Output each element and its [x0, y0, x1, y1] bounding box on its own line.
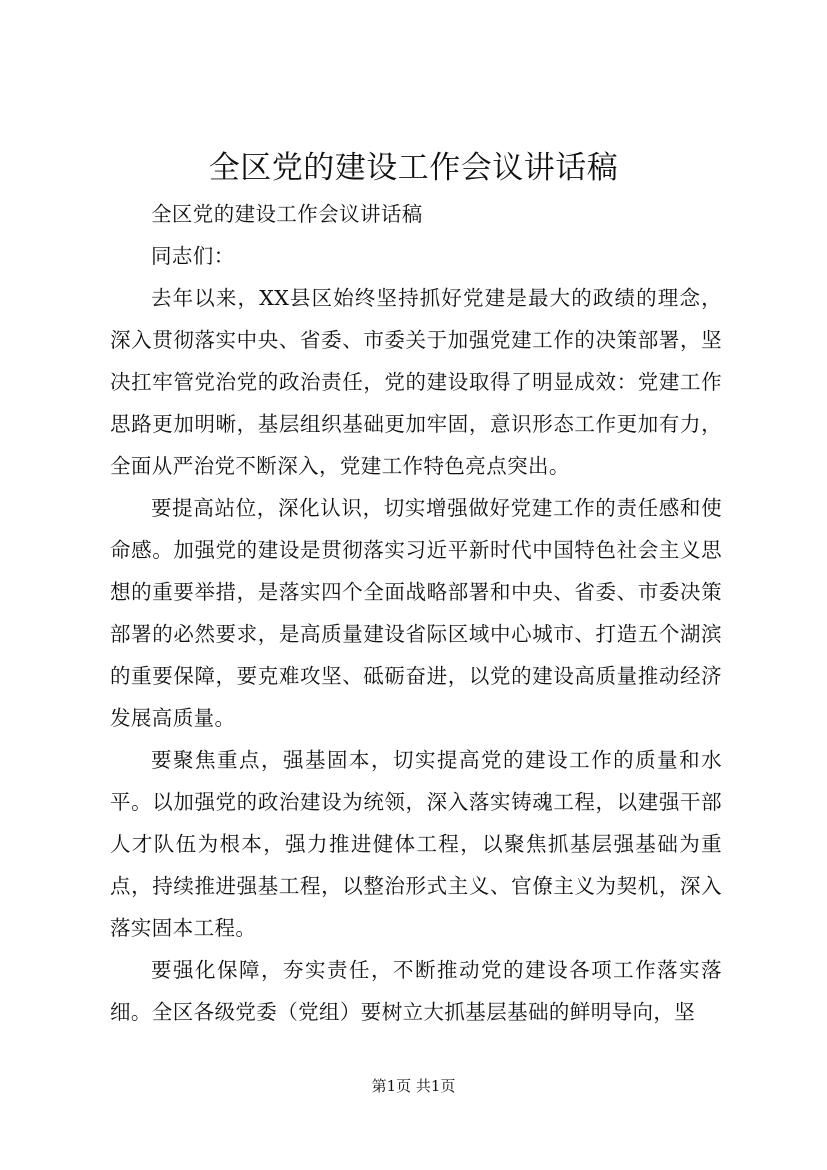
- paragraph: 要聚焦重点，强基固本，切实提高党的建设工作的质量和水平。以加强党的政治建设为统领，深入落实铸魂工程，以建强干部人才队伍为根本，强力推进健体工程，以聚焦抓基层强基础为重点，持续推进强基工程，以整治形式主义、官僚主义为契机，深入落实固本工程。: [110, 748, 722, 940]
- page-number-footer: 第1页 共1页: [371, 1077, 456, 1095]
- paragraph: 去年以来，XX县区始终坚持抓好党建是最大的政绩的理念，深入贯彻落实中央、省委、市委关于加强党建工作的决策部署，坚决扛牢管党治党的政治责任，党的建设取得了明显成效：党建工作思路更加明晰，基层组织基础更加牢固，意识形态工作更加有力，全面从严治党不断深入，党建工作特色亮点突出。: [110, 286, 722, 478]
- document-body: [110, 193, 722, 1033]
- paragraph: 要提高站位，深化认识，切实增强做好党建工作的责任感和使命感。加强党的建设是贯彻落实习近平新时代中国特色社会主义思想的重要举措，是落实四个全面战略部署和中央、省委、市委决策部署的必然要求，是高质量建设省际区域中心城市、打造五个湖滨的重要保障，要克难攻坚、砥砺奋进，以党的建设高质量推动经济发展高质量。: [110, 496, 722, 730]
- paragraph: 要强化保障，夯实责任，不断推动党的建设各项工作落实落细。全区各级党委（党组）要树立大抓基层基础的鲜明导向，坚: [110, 958, 722, 1024]
- paragraph-salutation: 同志们：: [151, 244, 235, 268]
- paragraph-subtitle: 全区党的建设工作会议讲话稿: [151, 202, 423, 226]
- document-title: 全区党的建设工作会议讲话稿: [208, 150, 619, 186]
